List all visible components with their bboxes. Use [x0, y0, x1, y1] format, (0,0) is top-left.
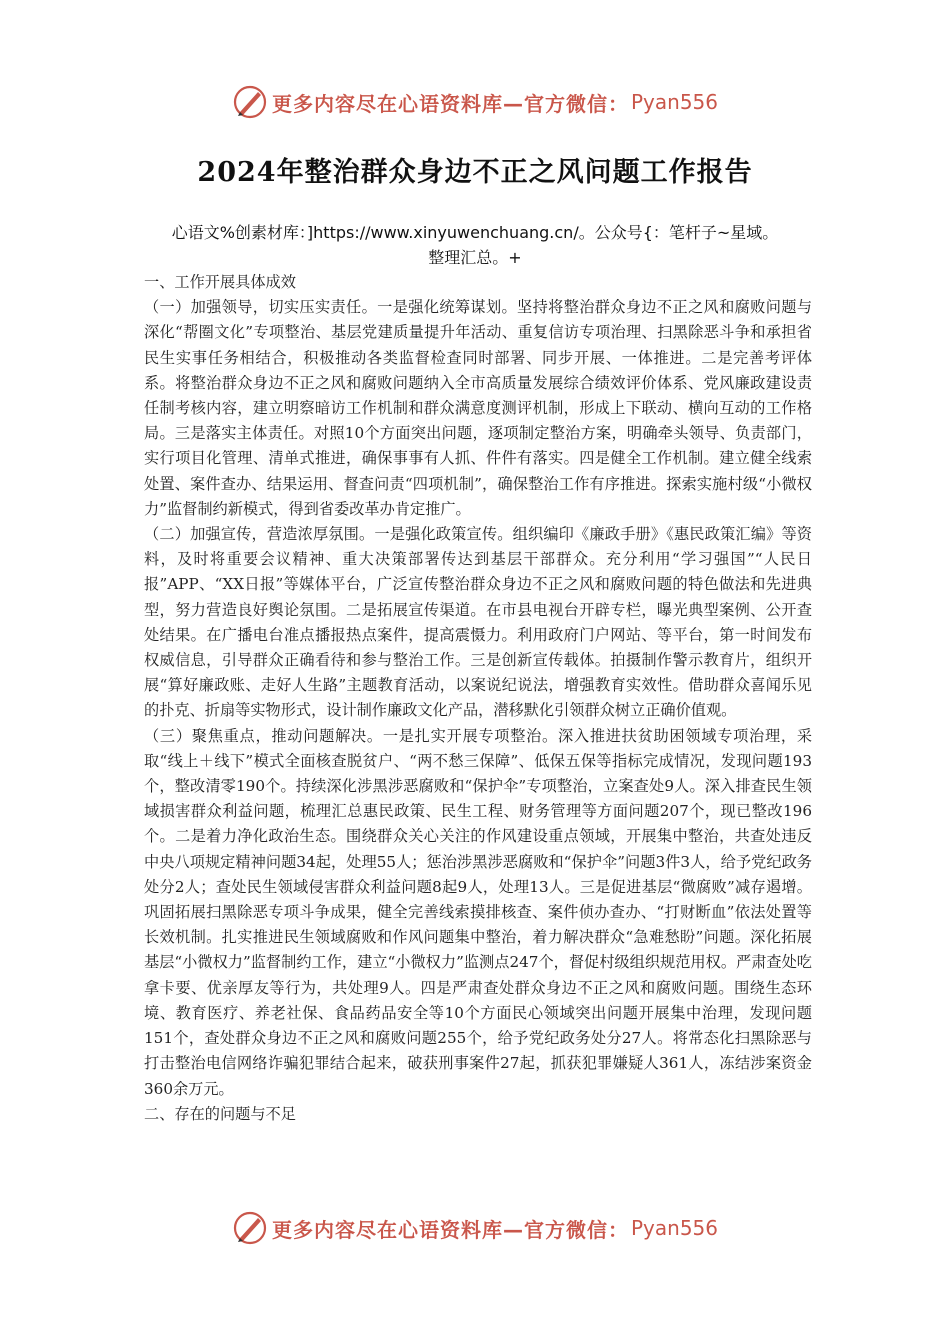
banner-text: 更多内容尽在心语资料库—官方微信： — [271, 91, 629, 116]
header-watermark-banner — [0, 82, 950, 122]
section-heading-1: 一、工作开展具体成效 — [144, 273, 296, 291]
banner-wechat-id: Pyan556 — [630, 1216, 718, 1240]
document-body — [144, 270, 812, 1127]
document-title: 2024年整治群众身边不正之风问题工作报告 — [197, 157, 753, 188]
banner-wechat-id: Pyan556 — [630, 90, 718, 114]
source-note — [140, 220, 810, 270]
source-line-1: 心语文%创素材库：]https://www.xinyuwenchuang.cn/。公众号{：笔杆子~星域。 — [171, 223, 779, 242]
banner-text: 更多内容尽在心语资料库—官方微信： — [271, 1217, 629, 1242]
paragraph-3: （三）聚焦重点，推动问题解决。一是扎实开展专项整治。深入推进扶贫助困领域专项治理，采取“线上＋线下”模式全面核查脱贫户、“两不愁三保障”、低保五保等指标完成情况，发现问题193个，整改清零190个。持续深化涉黑涉恶腐败和“保护伞”专项整治，立案查处9人。深入排查民生领域损害群众利益问题，梳理汇总惠民政策、民生工程、财务管理等方面问题207个，现已整改196个。二是着力净化政治生态。围绕群众关心关注的作风建设重点领域，开展集中整治，共查处违反中央八项规定精神问题34起，处理55人；惩治涉黑涉恶腐败和“保护伞”问题3件3人，给予党纪政务处分2人；查处民生领域侵害群众利益问题8起9人，处理13人。三是促进基层“微腐败”减存遏增。巩固拓展扫黑除恶专项斗争成果，健全完善线索摸排核查、案件侦办查办、“打财断血”依法处置等长效机制。扎实推进民生领域腐败和作风问题集中整治，着力解决群众“急难愁盼”问题。深化拓展基层“小微权力”监督制约工作，建立“小微权力”监测点247个，督促村级组织规范用权。严肃查处吃拿卡要、优亲厚友等行为，共处理9人。四是严肃查处群众身边不正之风和腐败问题。围绕生态环境、教育医疗、养老社保、食品药品安全等10个方面民心领域突出问题开展集中治理，发现问题151个，查处群众身边不正之风和腐败问题255个，给予党纪政务处分27人。将常态化扫黑除恶与打击整治电信网络诈骗犯罪结合起来，破获刑事案件27起，抓获犯罪嫌疑人361人，冻结涉案资金360余万元。 — [144, 726, 812, 1098]
paragraph-2: （二）加强宣传，营造浓厚氛围。一是强化政策宣传。组织编印《廉政手册》《惠民政策汇编》等资料，及时将重要会议精神、重大决策部署传达到基层干部群众。充分利用“学习强国”“人民日报”APP、“XX日报”等媒体平台，广泛宣传整治群众身边不正之风和腐败问题的特色做法和先进典型，努力营造良好舆论氛围。二是拓展宣传渠道。在市县电视台开辟专栏，曝光典型案例、公开查处结果。在广播电台准点播报热点案件，提高震慑力。利用政府门户网站、等平台，第一时间发布权威信息，引导群众正确看待和参与整治工作。三是创新宣传载体。拍摄制作警示教育片，组织开展“算好廉政账、走好人生路”主题教育活动，以案说纪说法，增强教育实效性。借助群众喜闻乐见的扑克、折扇等实物形式，设计制作廉政文化产品，潜移默化引领群众树立正确价值观。 — [144, 525, 812, 720]
pen-logo-icon — [232, 1210, 268, 1246]
footer-watermark-banner — [0, 1208, 950, 1248]
pen-logo-icon — [232, 84, 268, 120]
source-line-2: 整理汇总。+ — [428, 248, 522, 267]
paragraph-1: （一）加强领导，切实压实责任。一是强化统筹谋划。坚持将整治群众身边不正之风和腐败问题与深化“帮圈文化”专项整治、基层党建质量提升年活动、重复信访专项治理、扫黑除恶斗争和承担省民生实事任务相结合，积极推动各类监督检查同时部署、同步开展、一体推进。二是完善考评体系。将整治群众身边不正之风和腐败问题纳入全市高质量发展综合绩效评价体系、党风廉政建设责任制考核内容，建立明察暗访工作机制和群众满意度测评机制，形成上下联动、横向互动的工作格局。三是落实主体责任。对照10个方面突出问题，逐项制定整治方案，明确牵头领导、负责部门，实行项目化管理、清单式推进，确保事事有人抓、件件有落实。四是健全工作机制。建立健全线索处置、案件查办、结果运用、督查问责“四项机制”，确保整治工作有序推进。探索实施村级“小微权力”监督制约新模式，得到省委改革办肯定推广。 — [144, 298, 812, 518]
section-heading-2: 二、存在的问题与不足 — [144, 1104, 296, 1123]
